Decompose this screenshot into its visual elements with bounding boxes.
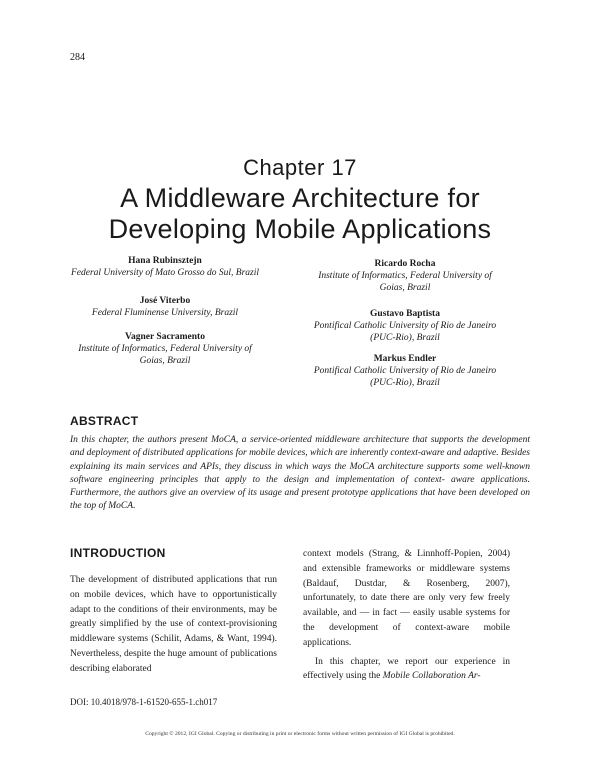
author-affiliation: Goias, Brazil [379,283,431,293]
author-name: Hana Rubinsztejn [128,256,202,266]
author-affiliation: Institute of Informatics, Federal University of [78,344,252,354]
introduction-right-column [303,547,510,684]
chapter-title [40,183,560,245]
author-block [290,308,520,344]
author-name: Markus Endler [373,354,437,364]
paragraph-text: In this chapter, we report our experience in effectively using the [303,656,510,682]
author-name: Ricardo Rocha [374,259,436,269]
author-block [290,353,520,389]
page-number: 284 [70,52,85,63]
author-name: José Viterbo [139,296,191,306]
introduction-heading: INTRODUCTION [70,546,166,560]
author-affiliation: (PUC-Rio), Brazil [370,378,440,388]
author-block [290,258,520,294]
author-name: Gustavo Baptista [370,309,440,319]
introduction-paragraph [303,655,510,685]
author-affiliation: Federal Fluminense University, Brazil [91,308,239,318]
chapter-title-line-2: Developing Mobile Applications [108,214,492,244]
author-affiliation: Pontifical Catholic University of Rio de Janeiro [313,321,497,331]
chapter-label: Chapter 17 [243,155,357,180]
author-block [50,255,280,279]
chapter-title-line-1: A Middleware Architecture for [120,183,480,213]
author-affiliation: Institute of Informatics, Federal University of [318,271,492,281]
author-affiliation: (PUC-Rio), Brazil [370,333,440,343]
emphasized-text: Mobile Collaboration Ar- [382,671,481,682]
author-block [50,331,280,367]
doi: DOI: 10.4018/978-1-61520-655-1.ch017 [70,697,218,707]
abstract-text: In this chapter, the authors present MoCA, a service-oriented middleware architecture that supports the development and deployment of distributed applications for mobile devices, which are inherently context-aware and adaptive. Besides explaining its main services and APIs, they discuss in which ways the MoCA architecture supports some well-known software engineering principles that apply to the design and implementation of context- aware applications. Furthermore, the authors give an overview of its usage and present prototype applications that have been developed on the top of MoCA. [70,435,530,512]
author-block [50,295,280,319]
author-name: Vagner Sacramento [125,332,205,342]
author-affiliation: Goias, Brazil [139,356,191,366]
author-affiliation: Pontifical Catholic University of Rio de Janeiro [313,366,497,376]
introduction-paragraph: context models (Strang, & Linnhoff-Popien, 2004) and extensible frameworks or middleware systems (Baldauf, Dustdar, & Rosenberg, 2007), unfortunately, to date there are only very few freely available, and — in fact — easily usable systems for the development of context-aware mobile applications. [303,549,510,648]
copyright-notice: Copyright © 2012, IGI Global. Copying or distributing in print or electronic forms without written permission of IGI Global is prohibited. [145,731,455,737]
author-affiliation: Federal University of Mato Grosso do Sul, Brazil [70,268,260,278]
abstract-heading: ABSTRACT [70,414,139,428]
introduction-left-column: The development of distributed applications that run on mobile devices, which have to opportunistically adapt to the conditions of their environments, may be greatly simplified by the use of context-provisioning middleware systems (Schilit, Adams, & Want, 1994). Nevertheless, despite the huge amount of publications describing elaborated [70,575,277,674]
